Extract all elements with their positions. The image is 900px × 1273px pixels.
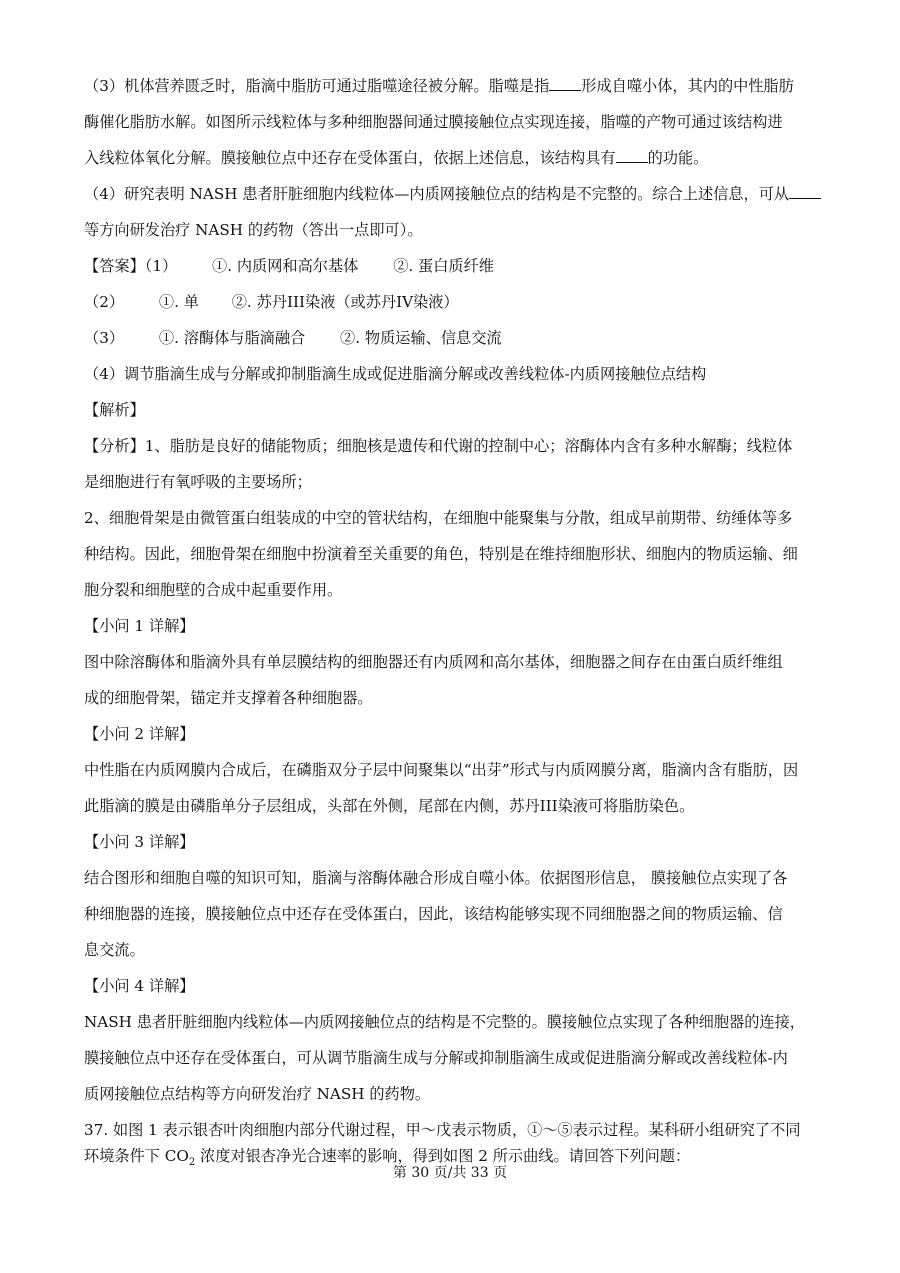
q4-line-2: 等方向研发治疗 NASH 的药物（答出一点即可）。 xyxy=(84,221,423,239)
sub2-line-2: 此脂滴的膜是由磷脂单分子层组成，头部在外侧，尾部在内侧，苏丹III染液可将脂肪染色。 xyxy=(84,797,695,815)
analysis-line-1: 【分析】1、脂肪是良好的储能物质；细胞核是遗传和代谢的控制中心；溶酶体内含有多种水解酶；线粒体 xyxy=(84,437,793,455)
analysis-line-3: 2、细胞骨架是由微管蛋白组装成的中空的管状结构，在细胞中能聚集与分散，组成早前期带、纺缍体等多 xyxy=(84,509,793,527)
answer-line-3 xyxy=(84,328,824,348)
analysis-line-2: 是细胞进行有氧呼吸的主要场所； xyxy=(84,473,312,491)
answer-blank xyxy=(616,148,648,163)
answer-3-number: （3） xyxy=(84,329,125,347)
sub1-line-1: 图中除溶酶体和脂滴外具有单层膜结构的细胞器还有内质网和高尔基体，细胞器之间存在由蛋白质纤维组 xyxy=(84,653,783,671)
analysis-line-4: 种结构。因此，细胞骨架在细胞中扮演着至关重要的角色，特别是在维持细胞形状、细胞内的物质运输、细 xyxy=(84,545,798,563)
sub3-line-3: 息交流。 xyxy=(84,941,145,959)
q3-text-3a: 入线粒体氧化分解。膜接触位点中还存在受体蛋白，依据上述信息，该结构具有 xyxy=(84,149,616,167)
q3-text-1b: 形成自噬小体，其内的中性脂肪 xyxy=(581,77,794,95)
answer-2-number: （2） xyxy=(84,293,125,311)
q3-line-2: 酶催化脂肪水解。如图所示线粒体与多种细胞器间通过膜接触位点实现连接，脂噬的产物可通过该结构进 xyxy=(84,113,783,131)
answer-line-1 xyxy=(84,256,824,276)
co2-subscript: 2 xyxy=(188,1157,196,1169)
answer-line-2 xyxy=(84,292,824,312)
q3-line-3 xyxy=(84,148,824,168)
q3-line-1 xyxy=(84,76,824,96)
q37-text-2b: 浓度对银杏净光合速率的影响，得到如图 2 所示曲线。请回答下列问题： xyxy=(195,1147,691,1165)
answer-2-option-2: ②. 苏丹III染液（或苏丹IV染液） xyxy=(231,293,459,311)
answer-blank xyxy=(789,184,821,199)
sub3-line-1: 结合图形和细胞自噬的知识可知，脂滴与溶酶体融合形成自噬小体。依据图形信息， 膜接触位点实现了各 xyxy=(84,869,788,887)
answer-3-option-2: ②. 物质运输、信息交流 xyxy=(340,329,502,347)
q37-text-2a: 环境条件下 CO xyxy=(84,1147,189,1165)
sub2-title: 【小问 2 详解】 xyxy=(84,725,195,743)
answer-1-option-1: ①. 内质网和高尔基体 xyxy=(212,257,359,275)
sub4-line-2: 膜接触位点中还存在受体蛋白，可从调节脂滴生成与分解或抑制脂滴生成或促进脂滴分解或改善线粒体-内 xyxy=(84,1049,788,1067)
sub4-line-1: NASH 患者肝脏细胞内线粒体—内质网接触位点的结构是不完整的。膜接触位点实现了各种细胞器的连接， xyxy=(84,1013,805,1031)
q37-line-1: 37. 如图 1 表示银杏叶肉细胞内部分代谢过程，甲～戊表示物质，①～⑤表示过程。某科研小组研究了不同 xyxy=(84,1121,801,1139)
answer-3-option-1: ①. 溶酶体与脂滴融合 xyxy=(158,329,306,347)
sub3-title: 【小问 3 详解】 xyxy=(84,833,195,851)
q4-text-1: （4）研究表明 NASH 患者肝脏细胞内线粒体—内质网接触位点的结构是不完整的。综合上述信息，可从 xyxy=(84,185,790,203)
answer-label: 【答案】（1） xyxy=(84,257,178,275)
sub3-line-2: 种细胞器的连接，膜接触位点中还存在受体蛋白，因此，该结构能够实现不同细胞器之间的物质运输、信 xyxy=(84,905,783,923)
sub2-line-1: 中性脂在内质网膜内合成后，在磷脂双分子层中间聚集以“出芽”形式与内质网膜分离，脂滴内含有脂肪，因 xyxy=(84,761,799,779)
q4-line-1 xyxy=(84,184,824,204)
analysis-line-5: 胞分裂和细胞壁的合成中起重要作用。 xyxy=(84,581,343,599)
answer-blank xyxy=(549,76,581,91)
sub4-line-3: 质网接触位点结构等方向研发治疗 NASH 的药物。 xyxy=(84,1085,431,1103)
sub4-title: 【小问 4 详解】 xyxy=(84,977,195,995)
answer-2-option-1: ①. 单 xyxy=(158,293,199,311)
sub1-title: 【小问 1 详解】 xyxy=(84,617,195,635)
page-footer: 第 30 页/共 33 页 xyxy=(392,1165,508,1181)
answer-line-4: （4）调节脂滴生成与分解或抑制脂滴生成或促进脂滴分解或改善线粒体-内质网接触位点结构 xyxy=(84,365,707,383)
answer-1-option-2: ②. 蛋白质纤维 xyxy=(393,257,494,275)
analysis-label: 【解析】 xyxy=(84,401,145,419)
q3-text-1a: （3）机体营养匮乏时，脂滴中脂肪可通过脂噬途径被分解。脂噬是指 xyxy=(84,77,550,95)
sub1-line-2: 成的细胞骨架，锚定并支撑着各种细胞器。 xyxy=(84,689,373,707)
q3-text-3b: 的功能。 xyxy=(647,149,709,167)
